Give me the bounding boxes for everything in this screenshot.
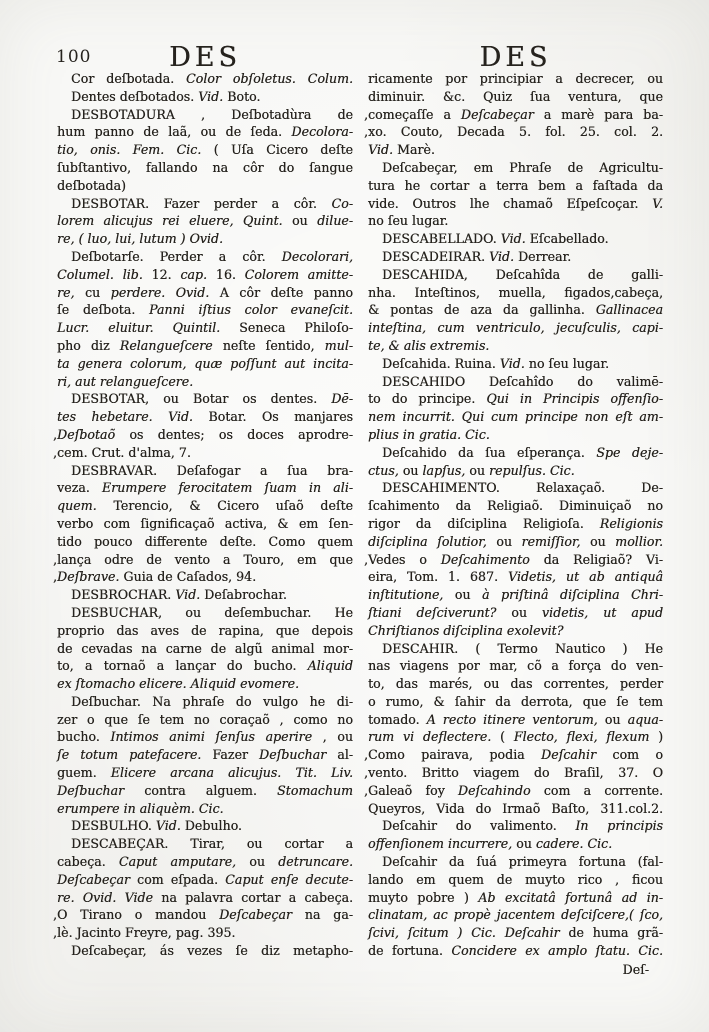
text-line: Deſbotarſe. Perder a côr. Decolorari,	[71, 248, 353, 264]
text-line: Vid. Marè.	[368, 142, 435, 158]
text-line: muyto pobre ) Ab excitatâ fortunâ ad in-	[368, 889, 663, 905]
text-line: DESCABEÇAR. Tirar, ou cortar a	[71, 836, 353, 852]
text-line: cabeça. Caput amputare, ou detruncare.	[57, 854, 353, 870]
text-line: ,Deſbotaõ os dentes; os doces aprodre-	[53, 426, 353, 442]
text-line: ſtiani deſciverunt? ou videtis, ut apud	[368, 604, 664, 620]
text-line: tura he cortar a terra bem a faſtada da	[368, 177, 663, 193]
text-line: DESBROCHAR. Vid. Deſabrochar.	[71, 587, 287, 603]
text-line: ſcahimento da Religiaõ. Diminuiçaõ no	[368, 498, 663, 514]
text-line: ſcivi, ſcitum ) Cic. Deſcahir de huma grã-	[368, 925, 663, 941]
text-line: diminuir. &c. Quiz ſua ventura, que	[368, 88, 663, 104]
text-line: plius in gratia. Cic.	[368, 426, 490, 442]
text-line: tes hebetare. Vid. Botar. Os manjares	[57, 409, 353, 425]
text-line: DESCABELLADO. Vid. Eſcabellado.	[382, 231, 609, 247]
text-line: de fortuna. Concidere ex amplo ſtatu. Cic.	[368, 943, 663, 959]
text-line: ,lè. Jacinto Freyre, pag. 395.	[53, 925, 236, 941]
text-line: ,O Tirano o mandou Deſcabeçar na ga-	[53, 907, 353, 923]
text-line: nha. Inteſtinos, muella, figados,cabeça,	[368, 284, 663, 300]
text-line: DESBOTAR, ou Botar os dentes. Dē-	[71, 391, 353, 407]
text-line: no ſeu lugar.	[368, 213, 449, 229]
text-line: diſciplina ſolutior, ou remiſſior, ou mollior.	[368, 533, 663, 549]
text-line: Dentes deſbotados. Vid. Boto.	[71, 88, 261, 104]
text-line: eira, Tom. 1. 687. Videtis, ut ab antiquâ	[368, 569, 663, 585]
text-line: ,cem. Crut. d'alma, 7.	[53, 444, 191, 460]
text-column-left	[53, 70, 354, 960]
text-line: DESCAHIR. ( Termo Nautico ) He	[382, 640, 663, 656]
text-line: DESBOTAR. Fazer perder a côr. Co-	[71, 195, 353, 211]
text-line: Columel. lib. 12. cap. 16. Colorem amitte-	[57, 266, 353, 282]
text-line: vide. Outros lhe chamaõ Eſpeſcoçar. V.	[368, 195, 663, 211]
catchword: Deſ-	[622, 962, 649, 977]
text-line: Lucr. eluitur. Quintil. Seneca Philoſo-	[57, 320, 354, 336]
text-line: ,xo. Couto, Decada 5. fol. 25. col. 2.	[364, 124, 663, 140]
text-line: ,vento. Britto viagem do Braſil, 37. O	[364, 765, 663, 781]
text-line: ,Galeaõ foy Deſcahindo com a corrente.	[364, 782, 663, 798]
text-line: DESBUCHAR, ou deſembuchar. He	[71, 604, 353, 620]
text-line: ,Vedes o Deſcahimento da Religiaõ? Vi-	[364, 551, 663, 567]
text-line: nem incurrit. Qui cum principe non eſt am-	[368, 409, 663, 425]
text-line: Deſcahido da ſua eſperança. Spe deje-	[382, 444, 663, 460]
text-line: erumpere in aliquèm. Cic.	[57, 800, 224, 816]
text-line: DESBRAVAR. Deſafogar a ſua bra-	[71, 462, 353, 478]
text-line: tido pouco differente deſte. Como quem	[57, 533, 353, 549]
text-line: DESCAHIDA, Deſcahîda de galli-	[382, 266, 663, 282]
text-line: ,começaſſe a Deſcabeçar a marè para ba-	[364, 106, 663, 122]
text-line: de cevadas na carne de algũ animal mor-	[57, 640, 353, 656]
text-line: rigor da diſciplina Religioſa. Religionis	[368, 515, 663, 531]
text-line: ,lança odre de vento a Touro, em que	[53, 551, 353, 567]
text-line: veza. Erumpere ferocitatem ſuam in ali-	[57, 480, 353, 496]
text-line: proprio das aves de rapina, que depois	[57, 622, 353, 638]
text-line: Deſcabeçar, ás vezes ſe diz metapho-	[71, 943, 353, 959]
text-line: deſbotada)	[57, 177, 126, 193]
running-header-right: DES	[479, 42, 552, 73]
text-line: DESCAHIDO Deſcahîdo do valimē-	[382, 373, 663, 389]
running-header-left: DES	[169, 42, 241, 73]
text-column-right	[364, 70, 664, 960]
text-line: Chriſtianos diſciplina exolevit?	[368, 622, 564, 638]
text-line: inteſtina, cum ventriculo, jecuſculis, capi-	[368, 320, 663, 336]
text-line: bucho. Intimos animi ſenſus aperire , ou	[57, 729, 353, 745]
text-line: to, a tornaõ a lançar do bucho. Aliquid	[57, 658, 353, 674]
text-line: nas viagens por mar, cõ a força do ven-	[368, 658, 663, 674]
text-line: Deſcabeçar com eſpada. Caput enſe decute-	[57, 871, 353, 887]
text-line: ſe totum patefacere. Fazer Deſbuchar al-	[57, 747, 353, 763]
text-line: inſtitutione, ou à priſtinâ diſciplina Chri-	[368, 587, 663, 603]
text-line: te, & alis extremis.	[368, 337, 490, 353]
text-line: ,Deſbrave. Guia de Caſados, 94.	[53, 569, 257, 585]
text-line: lando em quem de muyto rico , ficou	[368, 871, 663, 887]
text-line: & pontas de aza da gallinha. Gallinacea	[368, 302, 663, 318]
text-line: ta genera colorum, quæ poſſunt aut incita-	[57, 355, 353, 371]
text-line: ,Como pairava, podia Deſcahir com o	[364, 747, 664, 763]
text-line: clinatam, ac propè jacentem deſciſcere,( ſco,	[368, 907, 663, 923]
text-line: DESBOTADURA , Deſbotadùra de	[71, 106, 353, 122]
text-line: rum vi deflectere. ( Flecto, flexi, flexum )	[368, 729, 664, 745]
text-line: offenſionem incurrere, ou cadere. Cic.	[368, 836, 613, 852]
text-line: o rumo, & ſahir da derrota, que ſe tem	[368, 693, 663, 709]
text-line: Deſcahida. Ruina. Vid. no ſeu lugar.	[382, 355, 609, 371]
page-number: 100	[56, 47, 92, 67]
text-line: Deſcahir do valimento. In principis	[382, 818, 663, 834]
text-line: to, das marés, ou das correntes, perder	[368, 676, 663, 692]
text-line: Deſbuchar contra alguem. Stomachum	[57, 782, 353, 798]
text-line: Queyros, Vida do Irmaõ Baſto, 311.col.2.	[368, 800, 663, 816]
text-line: ricamente por principiar a decrecer, ou	[368, 71, 663, 86]
text-line: to do principe. Qui in Principis offenſio-	[368, 391, 663, 407]
text-line: DESCAHIMENTO. Relaxaçaõ. De-	[382, 480, 663, 496]
text-line: DESCADEIRAR. Vid. Derrear.	[382, 248, 572, 264]
text-line: ri, aut relangueſcere.	[57, 373, 194, 389]
text-line: Cor deſbotada. Color obſoletus. Colum.	[71, 71, 353, 86]
text-line: zer o que ſe tem no coraçaõ , como no	[57, 711, 353, 727]
text-line: DESBULHO. Vid. Debulho.	[71, 818, 242, 834]
text-line: ex ſtomacho elicere. Aliquid evomere.	[57, 676, 299, 692]
text-line: ſubſtantivo, fallando na côr do ſangue	[57, 159, 353, 175]
text-line: guem. Elicere arcana alicujus. Tit. Liv.	[57, 765, 353, 781]
text-line: verbo com ſignificaçaõ activa, & em ſen-	[57, 515, 353, 531]
text-line: ctus, ou lapſus, ou repulſus. Cic.	[368, 462, 575, 478]
text-line: hum panno de laã, ou de ſeda. Decolora-	[57, 124, 353, 140]
text-line: re. Ovid. Vide na palavra cortar a cabeça.	[57, 889, 354, 905]
text-line: lorem alicujus rei eluere, Quint. ou dilue-	[57, 213, 354, 229]
text-line: Deſbuchar. Na phraſe do vulgo he di-	[71, 693, 353, 709]
text-line: Deſcahir da ſuá primeyra fortuna (fal-	[382, 854, 663, 870]
text-line: tio, onis. Fem. Cic. ( Uſa Cicero deſte	[57, 142, 353, 158]
text-line: tomado. A recto itinere ventorum, ou aqua-	[368, 711, 664, 727]
text-line: re, cu perdere. Ovid. A côr deſte panno	[57, 284, 354, 300]
text-line: pho diz Relangueſcere neſte ſentido, mul-	[57, 337, 353, 353]
text-line: ſe deſbota. Panni iſtius color evaneſcit.	[57, 302, 353, 318]
text-line: Deſcabeçar, em Phraſe de Agricultu-	[382, 159, 663, 175]
text-line: quem. Terencio, & Cicero uſaõ deſte	[57, 498, 353, 514]
text-line: re, ( luo, lui, lutum ) Ovid.	[57, 231, 224, 247]
